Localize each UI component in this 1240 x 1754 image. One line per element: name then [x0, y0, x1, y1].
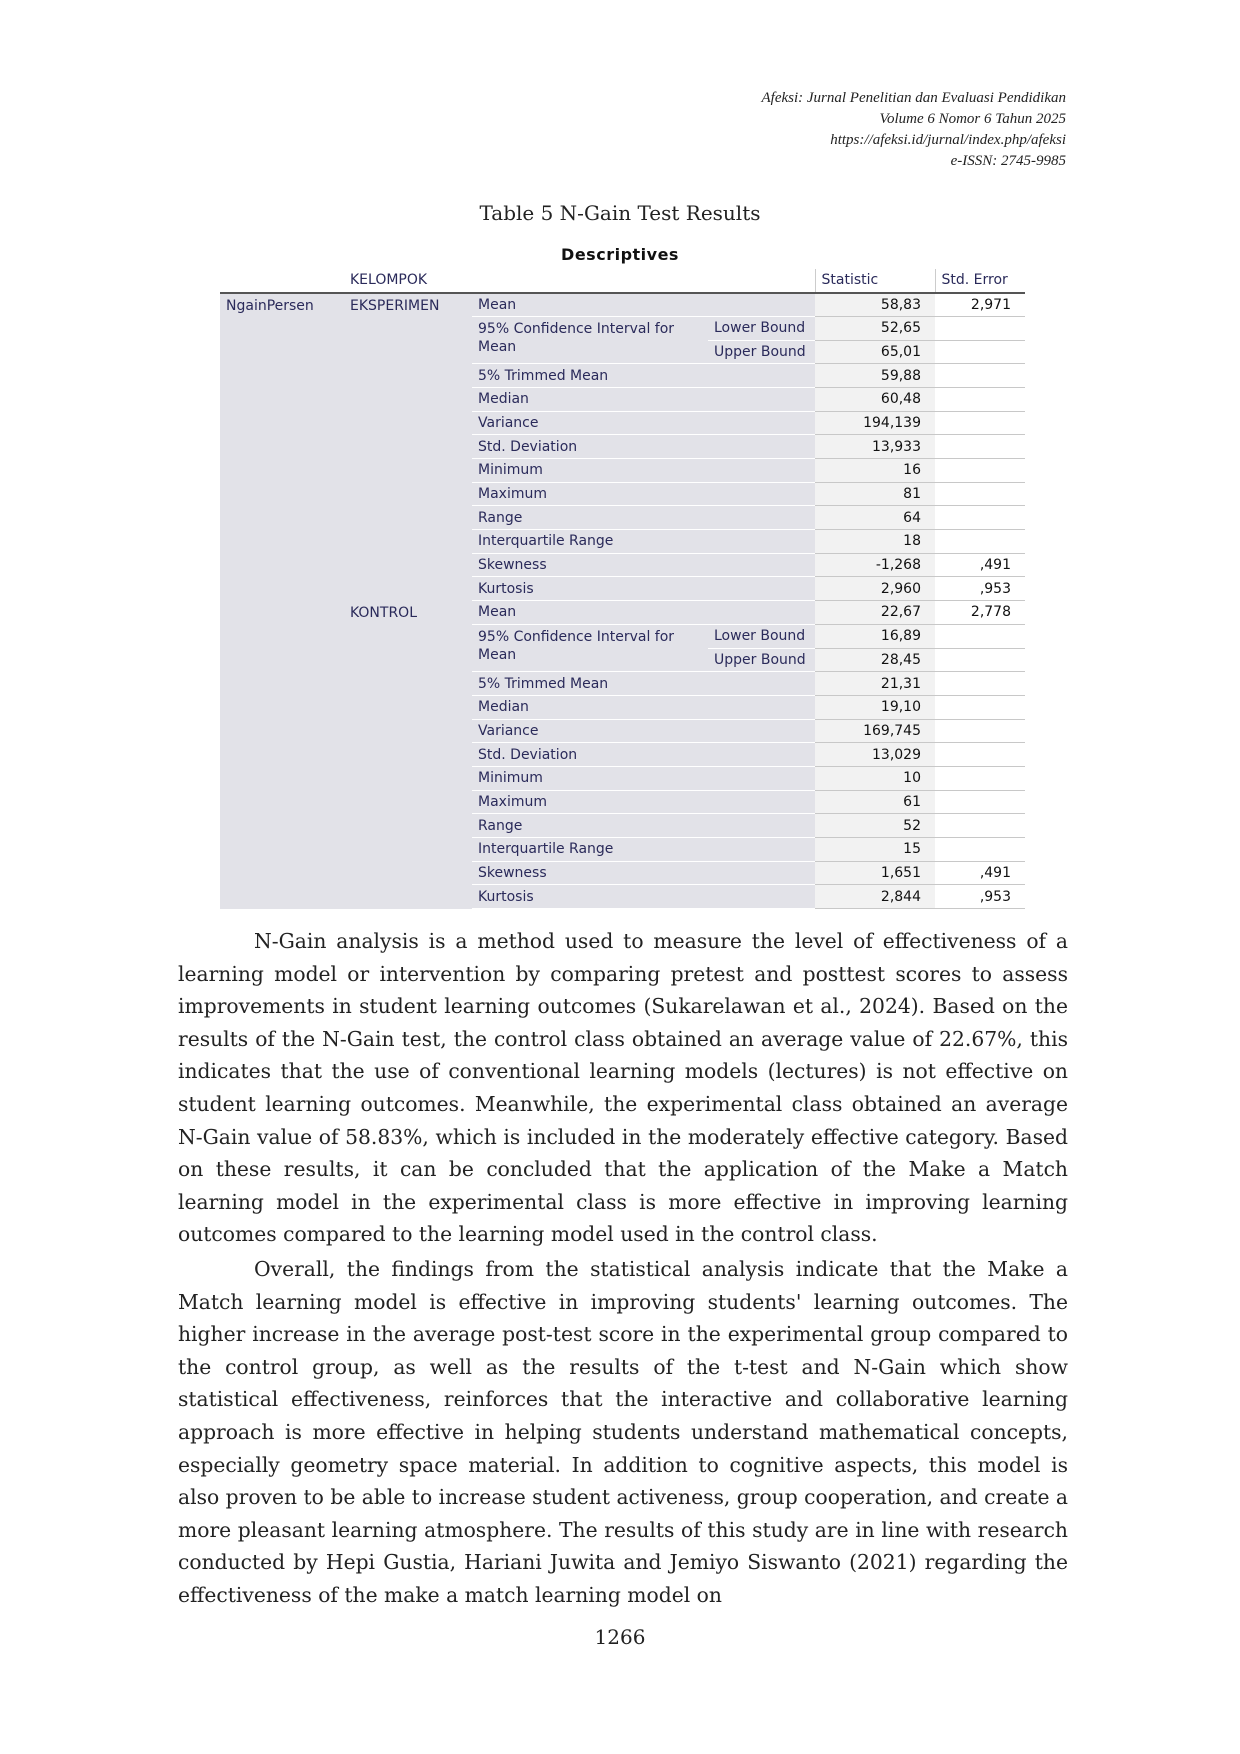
- std-error-value: [935, 411, 1025, 435]
- stat-value: 21,31: [815, 672, 935, 696]
- header-statistic: Statistic: [815, 269, 935, 293]
- paragraph-overall: Overall, the findings from the statistical analysis indicate that the Make a Match learning model is effective in improving students' learning outcomes. The higher increase in the average post-test score in the experimental group compared to the control group, as well as the results of the t-test and N-Gain which show statistical effectiveness, reinforces that the interactive and collaborative learning approach is more effective in helping students understand mathematical concepts, especially geometry space material. In addition to cognitive aspects, this model is also proven to be able to increase student activeness, group cooperation, and create a more pleasant learning atmosphere. The results of this study are in line with research conducted by Hepi Gustia, Hariani Juwita and Jemiyo Siswanto (2021) regarding the effectiveness of the make a match learning model on: [178, 1256, 1068, 1607]
- stat-value: 64: [815, 506, 935, 530]
- stat-label: Mean: [472, 601, 815, 625]
- group-name: EKSPERIMEN: [344, 293, 472, 601]
- std-error-value: [935, 364, 1025, 388]
- stat-value: 19,10: [815, 695, 935, 719]
- stat-value: -1,268: [815, 553, 935, 577]
- stat-value: 13,933: [815, 435, 935, 459]
- stat-value: 22,67: [815, 601, 935, 625]
- stat-value: 10: [815, 766, 935, 790]
- std-error-value: [935, 530, 1025, 554]
- std-error-value: ,953: [935, 885, 1025, 909]
- stat-label: 5% Trimmed Mean: [472, 364, 815, 388]
- std-error-value: [935, 316, 1025, 340]
- std-error-value: [935, 695, 1025, 719]
- header-std-error: Std. Error: [935, 269, 1025, 293]
- upper-bound-label: Upper Bound: [708, 340, 815, 364]
- stat-label: Range: [472, 814, 815, 838]
- std-error-value: [935, 838, 1025, 862]
- page-number: 1266: [594, 1625, 646, 1649]
- stat-label: 5% Trimmed Mean: [472, 672, 815, 696]
- std-error-value: [935, 672, 1025, 696]
- std-error-value: ,491: [935, 553, 1025, 577]
- stat-label: Variance: [472, 411, 815, 435]
- table-body: [220, 293, 1025, 909]
- stat-value: 169,745: [815, 719, 935, 743]
- stat-label: Maximum: [472, 482, 815, 506]
- stat-value: 15: [815, 838, 935, 862]
- journal-name: Afeksi: Jurnal Penelitian dan Evaluasi Pendidikan: [761, 90, 1066, 106]
- std-error-value: [935, 506, 1025, 530]
- variable-name: NgainPersen: [220, 293, 344, 909]
- journal-issn: e-ISSN: 2745-9985: [950, 153, 1066, 169]
- stat-value: 2,960: [815, 577, 935, 601]
- stat-value: 18: [815, 530, 935, 554]
- stat-value: 13,029: [815, 743, 935, 767]
- stat-value: 52,65: [815, 316, 935, 340]
- journal-header: [466, 88, 1066, 172]
- group-name: KONTROL: [344, 601, 472, 909]
- table-header-row: [220, 269, 1025, 293]
- stat-value: 58,83: [815, 293, 935, 317]
- stat-label: Variance: [472, 719, 815, 743]
- stat-label: Kurtosis: [472, 577, 815, 601]
- descriptives-title: Descriptives: [561, 245, 679, 264]
- stat-value: 61: [815, 790, 935, 814]
- stat-label: Mean: [472, 293, 815, 317]
- header-empty: [708, 269, 815, 293]
- table-caption: Table 5 N-Gain Test Results: [479, 201, 761, 225]
- stat-label: Interquartile Range: [472, 838, 815, 862]
- stat-label: Std. Deviation: [472, 743, 815, 767]
- std-error-value: [935, 719, 1025, 743]
- body-text: [178, 925, 1068, 1613]
- ci-label: 95% Confidence Interval for Mean: [472, 316, 708, 363]
- stat-label: Maximum: [472, 790, 815, 814]
- std-error-value: [935, 790, 1025, 814]
- paragraph-ngain: N-Gain analysis is a method used to measure the level of effectiveness of a learning model or intervention by comparing pretest and posttest scores to assess improvements in student learning outcomes (Sukarelawan et al., 2024). Based on the results of the N-Gain test, the control class obtained an average value of 22.67%, this indicates that the use of conventional learning models (lectures) is not effective on student learning outcomes. Meanwhile, the experimental class obtained an average N-Gain value of 58.83%, which is included in the moderately effective category. Based on these results, it can be concluded that the application of the Make a Match learning model in the experimental class is more effective in improving learning outcomes compared to the learning model used in the control class.: [178, 929, 1068, 1247]
- std-error-value: 2,778: [935, 601, 1025, 625]
- stat-value: 81: [815, 482, 935, 506]
- std-error-value: [935, 387, 1025, 411]
- std-error-value: [935, 435, 1025, 459]
- stat-label: Median: [472, 387, 815, 411]
- stat-value: 28,45: [815, 648, 935, 672]
- stat-value: 16,89: [815, 624, 935, 648]
- header-empty: [472, 269, 708, 293]
- std-error-value: [935, 766, 1025, 790]
- std-error-value: [935, 624, 1025, 648]
- journal-url: https://afeksi.id/jurnal/index.php/afeksi: [830, 132, 1066, 148]
- header-kelompok: KELOMPOK: [344, 269, 472, 293]
- stat-value: 52: [815, 814, 935, 838]
- table-row: [220, 293, 1025, 317]
- stat-value: 2,844: [815, 885, 935, 909]
- stat-label: Minimum: [472, 766, 815, 790]
- upper-bound-label: Upper Bound: [708, 648, 815, 672]
- std-error-value: 2,971: [935, 293, 1025, 317]
- std-error-value: [935, 340, 1025, 364]
- stat-label: Minimum: [472, 459, 815, 483]
- stat-value: 16: [815, 459, 935, 483]
- stat-value: 65,01: [815, 340, 935, 364]
- stat-label: Skewness: [472, 553, 815, 577]
- stat-label: Std. Deviation: [472, 435, 815, 459]
- std-error-value: [935, 814, 1025, 838]
- stat-value: 1,651: [815, 861, 935, 885]
- journal-volume: Volume 6 Nomor 6 Tahun 2025: [879, 111, 1066, 127]
- ci-label: 95% Confidence Interval for Mean: [472, 624, 708, 671]
- stat-label: Skewness: [472, 861, 815, 885]
- stat-value: 59,88: [815, 364, 935, 388]
- stat-label: Interquartile Range: [472, 530, 815, 554]
- std-error-value: ,953: [935, 577, 1025, 601]
- stat-label: Median: [472, 695, 815, 719]
- stat-label: Kurtosis: [472, 885, 815, 909]
- stat-value: 194,139: [815, 411, 935, 435]
- std-error-value: [935, 648, 1025, 672]
- stat-label: Range: [472, 506, 815, 530]
- lower-bound-label: Lower Bound: [708, 316, 815, 340]
- descriptives-table: [220, 269, 1025, 909]
- std-error-value: [935, 482, 1025, 506]
- stat-value: 60,48: [815, 387, 935, 411]
- std-error-value: [935, 459, 1025, 483]
- lower-bound-label: Lower Bound: [708, 624, 815, 648]
- std-error-value: ,491: [935, 861, 1025, 885]
- header-empty: [220, 269, 344, 293]
- std-error-value: [935, 743, 1025, 767]
